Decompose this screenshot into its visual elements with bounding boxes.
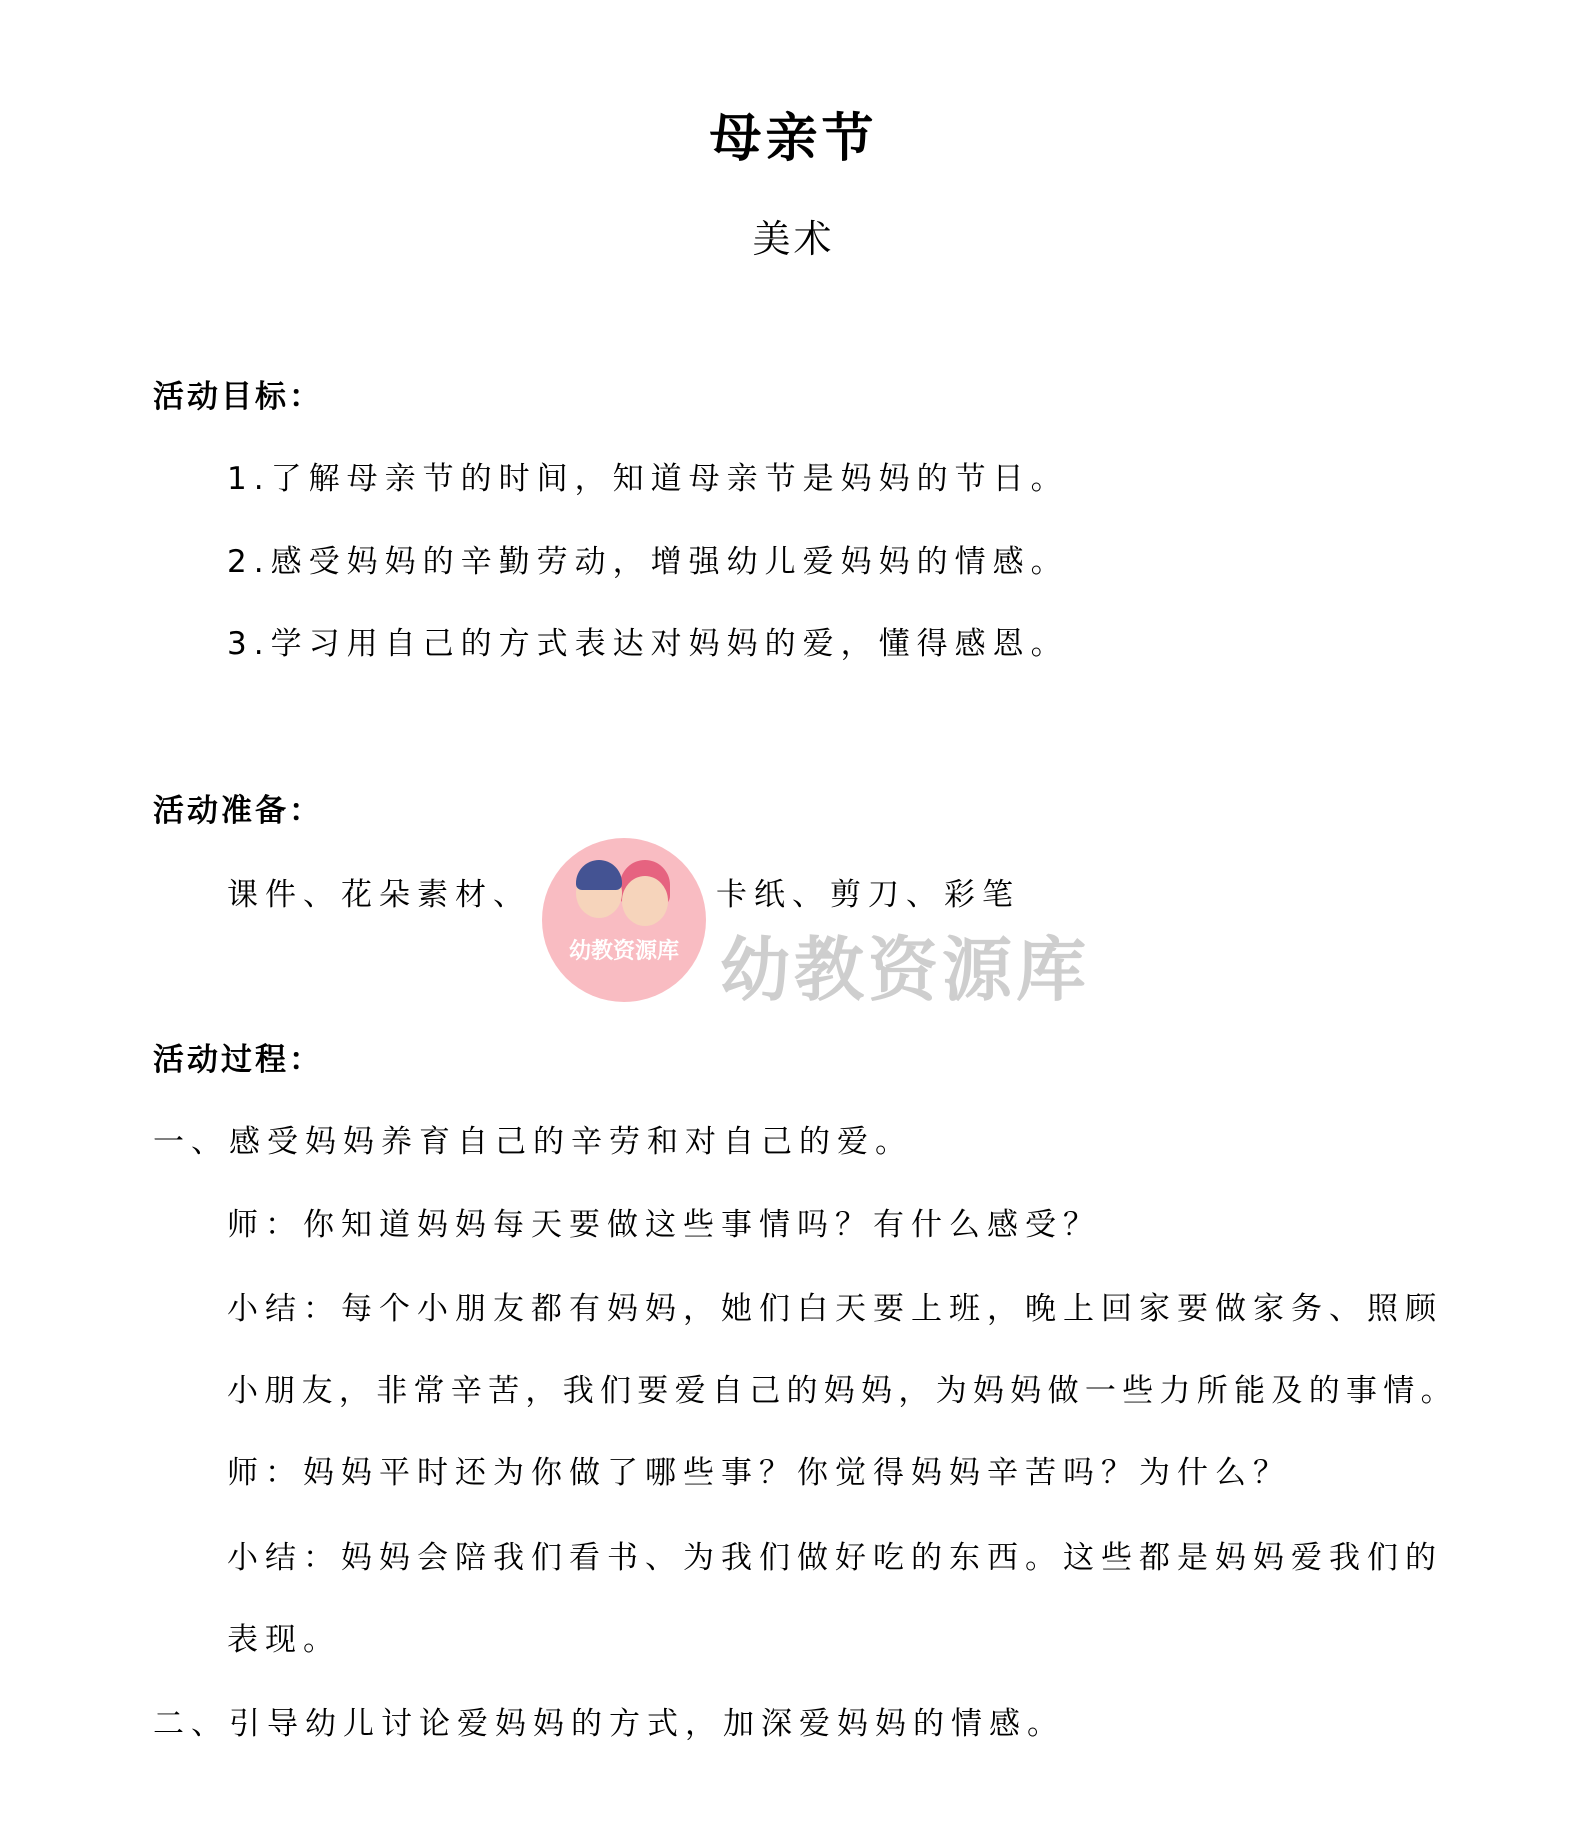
goals-heading: 活动目标： (153, 379, 323, 415)
process-line: 小结：妈妈会陪我们看书、为我们做好吃的东西。这些都是妈妈爱我们的 (227, 1540, 1443, 1576)
goal-item: 3.学习用自己的方式表达对妈妈的爱，懂得感恩。 (227, 626, 1069, 662)
process-line: 师：妈妈平时还为你做了哪些事？你觉得妈妈辛苦吗？为什么？ (227, 1455, 1291, 1491)
process-step-heading: 一、感受妈妈养育自己的辛劳和对自己的爱。 (153, 1124, 913, 1160)
girl-face-icon (622, 876, 668, 926)
process-line: 小朋友，非常辛苦，我们要爱自己的妈妈，为妈妈做一些力所能及的事情。 (227, 1373, 1458, 1409)
process-line: 表现。 (227, 1622, 341, 1658)
preparation-text-before: 课件、花朵素材、 (227, 877, 531, 913)
watermark-text: 幼教资源库 (720, 929, 1090, 1011)
process-step-heading: 二、引导幼儿讨论爱妈妈的方式，加深爱妈妈的情感。 (153, 1706, 1065, 1742)
process-line: 师：你知道妈妈每天要做这些事情吗？有什么感受？ (227, 1207, 1101, 1243)
process-line: 小结：每个小朋友都有妈妈，她们白天要上班，晚上回家要做家务、照顾 (227, 1291, 1443, 1327)
boy-hair-icon (576, 860, 622, 890)
process-heading: 活动过程： (153, 1042, 323, 1078)
document-title: 母亲节 (709, 109, 878, 169)
goal-item: 1.了解母亲节的时间，知道母亲节是妈妈的节日。 (227, 461, 1069, 497)
watermark-logo-label: 幼教资源库 (568, 939, 679, 964)
document-subtitle: 美术 (752, 217, 835, 261)
goal-item: 2.感受妈妈的辛勤劳动，增强幼儿爱妈妈的情感。 (227, 544, 1069, 580)
preparation-heading: 活动准备： (153, 793, 323, 829)
preparation-text-after: 卡纸、剪刀、彩笔 (716, 877, 1020, 913)
watermark-logo (542, 838, 706, 1002)
